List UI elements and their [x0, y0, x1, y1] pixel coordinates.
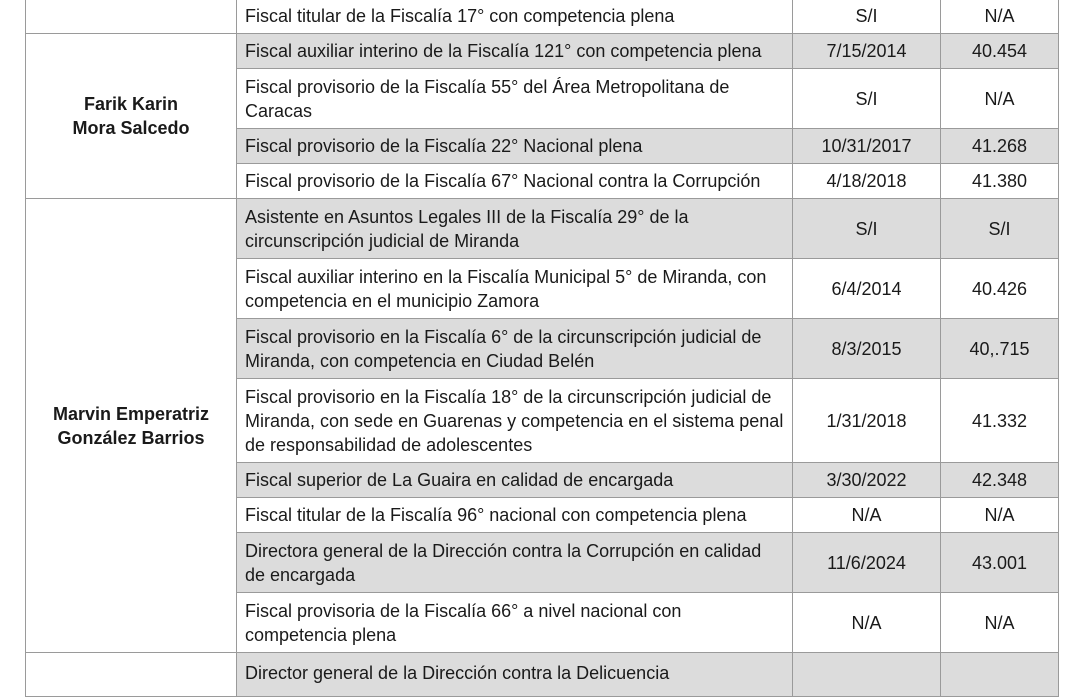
fecha-cell: S/I [793, 0, 941, 34]
person-name-line: Marvin Emperatriz [52, 403, 210, 424]
person-name-cell [26, 199, 237, 653]
gaceta-cell: N/A [941, 498, 1059, 533]
person-name-cell [26, 34, 237, 199]
cargo-cell: Fiscal provisorio de la Fiscalía 55° del Área Metropolitana de Caracas [237, 69, 793, 129]
fecha-cell: S/I [793, 69, 941, 129]
gaceta-cell: 41.380 [941, 164, 1059, 199]
gaceta-cell: N/A [941, 69, 1059, 129]
cargo-cell: Fiscal provisorio de la Fiscalía 22° Nacional plena [237, 129, 793, 164]
fecha-cell: S/I [793, 199, 941, 259]
person-name-line: Farik Karin [83, 94, 179, 114]
person-name-line: Mora Salcedo [72, 118, 190, 138]
person-name-line: González Barrios [57, 427, 205, 448]
table-row [26, 0, 1059, 34]
appointments-table [25, 0, 1059, 697]
gaceta-cell: 42.348 [941, 463, 1059, 498]
gaceta-cell: 41.268 [941, 129, 1059, 164]
cargo-cell: Fiscal auxiliar interino de la Fiscalía 121° con competencia plena [237, 34, 793, 69]
fecha-cell: N/A [793, 593, 941, 653]
fecha-cell: 10/31/2017 [793, 129, 941, 164]
cargo-cell: Asistente en Asuntos Legales III de la Fiscalía 29° de la circunscripción judicial de Miranda [237, 199, 793, 259]
gaceta-cell: N/A [941, 593, 1059, 653]
cargo-cell: Fiscal provisorio en la Fiscalía 6° de la circunscripción judicial de Miranda, con competencia en Ciudad Belén [237, 319, 793, 379]
cargo-cell: Director general de la Dirección contra la Delicuencia [237, 653, 793, 697]
gaceta-cell: 43.001 [941, 533, 1059, 593]
fecha-cell: 4/18/2018 [793, 164, 941, 199]
cargo-cell: Fiscal provisorio de la Fiscalía 67° Nacional contra la Corrupción [237, 164, 793, 199]
cargo-cell: Fiscal provisoria de la Fiscalía 66° a nivel nacional con competencia plena [237, 593, 793, 653]
gaceta-cell: 40,.715 [941, 319, 1059, 379]
fecha-cell: 7/15/2014 [793, 34, 941, 69]
gaceta-cell: S/I [941, 199, 1059, 259]
cargo-cell: Fiscal provisorio en la Fiscalía 18° de la circunscripción judicial de Miranda, con sede en Guarenas y competencia en el sistema penal de responsabilidad de adolescentes [237, 379, 793, 463]
person-name-cell-previous [26, 0, 237, 34]
appointments-table-container [25, 0, 1058, 697]
table-row [26, 34, 1059, 69]
cargo-cell: Directora general de la Dirección contra la Corrupción en calidad de encargada [237, 533, 793, 593]
table-row [26, 199, 1059, 259]
fecha-cell: 8/3/2015 [793, 319, 941, 379]
cargo-cell: Fiscal titular de la Fiscalía 17° con competencia plena [237, 0, 793, 34]
fecha-cell: 3/30/2022 [793, 463, 941, 498]
gaceta-cell: N/A [941, 0, 1059, 34]
cargo-cell: Fiscal titular de la Fiscalía 96° nacional con competencia plena [237, 498, 793, 533]
gaceta-cell: 41.332 [941, 379, 1059, 463]
gaceta-cell: 40.426 [941, 259, 1059, 319]
cargo-cell: Fiscal auxiliar interino en la Fiscalía Municipal 5° de Miranda, con competencia en el municipio Zamora [237, 259, 793, 319]
fecha-cell: 6/4/2014 [793, 259, 941, 319]
cargo-cell: Fiscal superior de La Guaira en calidad de encargada [237, 463, 793, 498]
fecha-cell: 1/31/2018 [793, 379, 941, 463]
fecha-cell: 11/6/2024 [793, 533, 941, 593]
fecha-cell: N/A [793, 498, 941, 533]
gaceta-cell: 40.454 [941, 34, 1059, 69]
